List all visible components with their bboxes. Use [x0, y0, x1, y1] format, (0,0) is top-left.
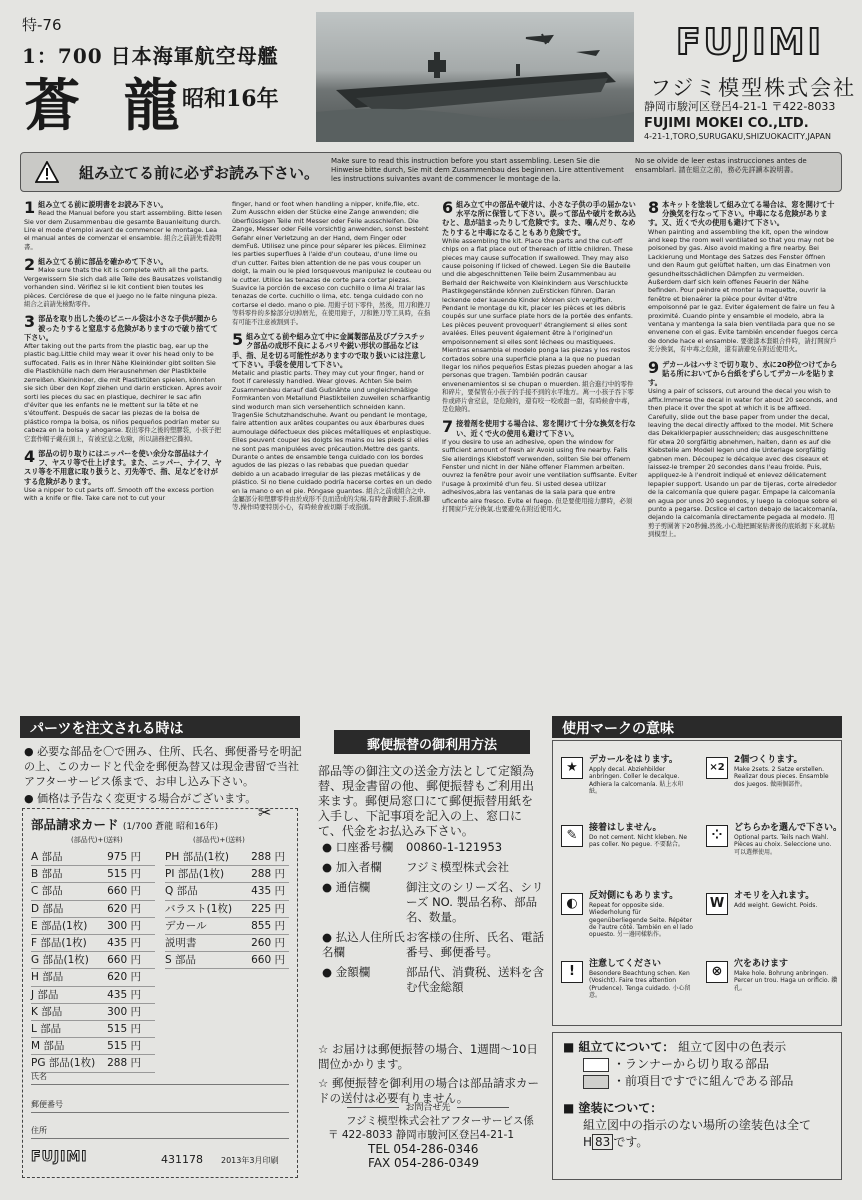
parts-row[interactable]	[31, 1021, 155, 1038]
step-heading-jp: 組み立てる前に説明書をお読み下さい。	[38, 200, 168, 209]
no-cement-icon: ✎	[561, 825, 583, 847]
weight-icon: W	[706, 893, 728, 915]
step-number: 9	[648, 357, 660, 377]
postal-row	[322, 860, 544, 875]
step-text: finger, hand or foot when handling a nipper, knife,file, etc. Zum Ausschn eiden der Stücke eine Zange anwenden; die überflüssigen Teile mit Messer oder Feile ausschleifen. Die Zange, Messer oder Feile vorsichtig anwenden, sonst besteht Gefahr einer Verletzung an der Hand, dem Finger oder demFuß. Utilisez une pince pour séparer les pièces. Eliminez les parties superflues à l'aide d'un couteau, d'une lime ou d'un cutter. Faites bien attention de ne pas vous couper un doigt, la main ou le pied lorsquevous manipulez le couteau ou le cutter. Utilice las tenazas de corte para cortar piezas. Suavice la porción de exceso con cuchillo o lima Al tralar las tenazas de corte. cuchillo o lima, etc. tenga cuidado con no cortarse el dedo. mano o pie. 用鉗子切下零件，然後，用刀和銼刀等料零件的多餘部分切掉磨光，在使用鉗子，刀和銼刀等工具時，在指有可能不注意被割到手。	[232, 200, 432, 326]
instruction-column-4	[648, 200, 838, 705]
postal-value: 部品代、消費税、送料を含む代金総額	[406, 965, 544, 994]
assembly-heading-label: ■ 組立てについて：	[563, 1040, 675, 1054]
contact-fax: FAX 054-286-0349	[368, 1156, 480, 1170]
part-price: 260 円	[251, 937, 285, 950]
address-field-label: 住所	[31, 1126, 47, 1135]
parts-row[interactable]	[165, 866, 289, 883]
parts-row[interactable]	[165, 918, 289, 935]
order-note: ● 価格は予告なく変更する場合がございます。	[24, 792, 257, 805]
ship-year: 昭和16年	[182, 86, 279, 112]
postal-value: 御注文のシリーズ名、シリーズ NO. 製品名称、部品名、数量。	[406, 880, 544, 924]
card-title-label: 部品請求カード	[31, 817, 119, 832]
kit-number: 特-76	[22, 16, 62, 34]
step-number: 8	[648, 200, 660, 217]
postal-value: 00860-1-121953	[406, 840, 503, 854]
zip-field[interactable]	[31, 1099, 289, 1113]
part-price: 435 円	[251, 885, 285, 898]
caution-icon: !	[561, 961, 583, 983]
part-name: 説明書	[165, 937, 197, 950]
parts-row[interactable]	[31, 1004, 155, 1021]
parts-row[interactable]	[31, 952, 155, 969]
parts-row[interactable]	[31, 901, 155, 918]
step-text: When painting and assembling the kit, open the window and keep the room well ventilated so that you may not be poisoned by gas. Also avoid making a fire nearby. Bei Lackierung und Montage des Satzes des Fenster öffnen und den Raum gut gelüftet halten, um das Einatmen von gesundheitsschädlichen Dämpfen zu vermeiden. Außerdem darf sich kein offenes Feuerin der Nähe befinden. Pour peindre et monter la maquette, ouvrir la fenêtre et bienaérer la pièce pour éviter d'être empoisonné par le gaz. Eviter également de faire un feu à proximité. Cuando pinte y ensamble el modelo, abra la ventana y mantenga la sala bien ventilada para que no se envenene con el gas. Evite también encender fuegos cerca de donde hace el ensamble. 要塗漆本套組合件時，請打開窗戶充分換氣，有中毒之危險，還有請避免在附近使用火。	[648, 227, 838, 354]
parts-row[interactable]	[165, 901, 289, 918]
part-price: 288 円	[251, 868, 285, 881]
step-9	[648, 357, 838, 539]
postal-header: 郵便振替の御利用方法	[334, 730, 530, 754]
step-heading-jp: デカールはハサミで切り取り、水に20秒位つけてから貼る所においてから台紙をずらしてデカールを貼ります。	[648, 359, 838, 388]
optional-icon: ⁘	[706, 825, 728, 847]
part-name: PI 部品(1枚)	[165, 868, 225, 881]
parts-list-left	[31, 849, 155, 1073]
postal-transfer-section	[312, 716, 544, 1180]
step-3	[24, 314, 222, 442]
mark-repeat	[553, 883, 698, 951]
step-text: While assembling the kit. Place the parts and the cut-off chips on a flat place out of thereach of little children. These pieces may cause suffocation if swallowed. They may also cause poisoning if licked of chewed. Legen Sie die Bauteile und die abgeschnittenen Teile beim Zusammenbau au Berhald der Reichweite von Kleinkindern aus Verschluckte Plastikgegenstände können zuErsticken führen. Daran leckende oder kauende Kinder können sich vergiften. Pendant le montage du kit, placer les pièces et les débris coupés sur une surface plate hors de la portée des enfants. Les pièces peuvent provoquerl' étranglement si elles sont avalées. Elles peuvent également être à l'origined'un empoisonnement si elles sont léchees ou mastiquees. Mientras ensambla el modelo ponga las piezas y los restos cortados sobre una superficie plana a la que no puedan llegar los niños pequeños Estas piezas pueden ahogar a las personas que tragen. También podrán causar envenenamientos si se chupan o muerden. 組合進行中的零件和碎片，要保管在小孩子的手接不到的水平地方。萬一小孩子吞下零件或碎片會窒息，是危險的，還有咬一咬或甜一甜，有時候會中毒，是危險的。	[442, 236, 634, 413]
order-section-header	[20, 716, 300, 738]
marks-section-header	[552, 716, 842, 738]
card-title	[31, 815, 289, 833]
mark-description: Repeat for opposite side. Wiederholung für gegenüberliegende Seite. Répéter de l'autre côté. También en el lado opuesto. 另一邊同樣粘作。	[589, 902, 693, 939]
step-number: 7	[442, 417, 454, 437]
mark-no-cement	[553, 815, 698, 883]
decal-icon: ★	[561, 757, 583, 779]
part-price: 620 円	[107, 902, 141, 915]
contact-header-label: お問合せ先	[405, 1103, 451, 1113]
parts-list-right	[165, 849, 289, 969]
assembly-heading	[563, 1039, 831, 1056]
assembly-paint-notes	[552, 1032, 842, 1180]
postal-key: ● 加入者欄	[322, 860, 382, 874]
part-price: 515 円	[107, 1023, 141, 1036]
header	[0, 0, 862, 148]
part-name: S 部品	[165, 954, 197, 967]
white-swatch-icon	[583, 1058, 609, 1072]
postal-row	[322, 965, 544, 995]
part-name: B 部品	[31, 868, 63, 881]
step-4-continued	[232, 200, 432, 326]
contact-address: 〒 422-8033 静岡市駿河区登呂4-21-1	[328, 1129, 515, 1141]
postal-key: ● 通信欄	[322, 880, 371, 894]
part-name: C 部品	[31, 885, 63, 898]
postal-value: フジミ模型株式会社	[406, 860, 510, 874]
parts-row[interactable]	[31, 935, 155, 952]
mark-make-two	[698, 747, 843, 815]
step-text: After taking out the parts from the plastic bag, ear up the plastic bag.Little child may wear it over his head only to be suffocated. Falls es in Ihrer Nähe Kleinkinder gibt sollten Sie die Plastikhülle nach dem Herausnehmen der Plastikteile zerreißen. Kleinkinder, die mit Plastiktüten spielen, könnten sie sich über den Kopf ziehen und darin ersticken. Apres avoir sorti les pieces du sac en plastique, dechirer le sac afin d'éviter que les enfants ne le mettent sur la tête et ne s'étouffent. Después de sacar las piezas de la bolsa de plástico rompa la bolsa, os niños pequeños podrían meter su cabeza en la bolsa y ahogarse. 取出零件之後的塑膠袋，小孩子把它套作帽子戴在頭上，有被窒息之危險，所以請務把它撕掉。	[24, 342, 222, 443]
step-7	[442, 419, 638, 513]
part-price: 288 円	[251, 851, 285, 863]
parts-row[interactable]	[165, 883, 289, 900]
step-6	[442, 200, 638, 413]
postal-row	[322, 930, 544, 960]
part-price: 435 円	[107, 937, 141, 950]
mark-label-jp: 反対側にもあります。	[589, 891, 679, 901]
parts-row[interactable]	[31, 1038, 155, 1055]
mark-label-jp: どちらかを選んで下さい。	[734, 823, 843, 833]
step-2	[24, 257, 222, 308]
col-head-left: (部品代)+(送料)	[71, 836, 123, 844]
postal-key: ● 口座番号欄	[322, 840, 394, 854]
address-field[interactable]	[31, 1125, 289, 1139]
read-before-assembly-banner	[20, 152, 842, 192]
postal-key: ● 金額欄	[322, 965, 371, 979]
mark-make-hole	[698, 951, 843, 1019]
part-name: バラスト(1枚)	[165, 902, 233, 915]
instruction-column-2	[232, 200, 432, 705]
postal-value: お客様の住所、氏名、電話番号、郵便番号。	[406, 930, 544, 959]
part-price: 515 円	[107, 868, 141, 881]
repeat-icon: ◐	[561, 893, 583, 915]
col-head-right: (部品代)+(送料)	[193, 836, 245, 844]
company-name-en: FUJIMI MOKEI CO.,LTD.	[644, 116, 809, 131]
step-heading-jp: 本キットを塗装して組み立てる場合は、窓を開けて十分換気を行なって下さい。中毒になる危険があります。又、近くで火の使用も避けて下さい。	[648, 200, 835, 228]
mark-caution	[553, 951, 698, 1019]
postal-note: ☆ お届けは郵便振替の場合、1週間〜10日間位かかります。	[318, 1042, 538, 1071]
parts-row[interactable]	[31, 969, 155, 986]
part-price: 975 円	[107, 851, 141, 863]
contact-tel: TEL 054-286-0346	[368, 1142, 479, 1156]
part-price: 515 円	[107, 1040, 141, 1053]
carrier-illustration	[316, 12, 634, 142]
scale-title: 1：700 日本海軍航空母艦	[22, 44, 279, 68]
parts-row[interactable]	[31, 866, 155, 883]
part-name: E 部品(1枚)	[31, 919, 88, 932]
card-column-headers	[31, 835, 289, 845]
instruction-column-3	[442, 200, 638, 705]
warning-text-en: Make sure to read this instruction before you start assembling. Lesen Sie die Hinweise bitte durch, Sie mit dem Zusammenbau des beginnen. Lire attentivement les instructions suivantes avant de commencer le montage de la.	[331, 157, 624, 183]
step-1	[24, 200, 222, 251]
grey-swatch-icon	[583, 1075, 609, 1089]
parts-request-card	[22, 808, 298, 1178]
postal-description: 部品等の御注文の送金方法として定額為替、現金書留の他、郵便振替もご利用出来ます。郵便局窓口にて郵便振替用紙を入手し、下記事項を記入の上、窓口にて、代金をお払込み下さい。	[318, 764, 535, 838]
parts-row[interactable]	[31, 849, 155, 866]
mark-label-jp: 注意してください	[589, 959, 662, 969]
mark-label-jp: 穴をあけます	[734, 959, 789, 969]
step-5	[232, 332, 432, 512]
mark-weight	[698, 883, 843, 951]
paint-note	[563, 1117, 831, 1151]
part-price: 855 円	[251, 919, 285, 932]
card-subtitle: (1/700 蒼龍 昭和16年)	[122, 822, 219, 832]
mark-description: Apply decal. Abziehbilder anbringen. Coller le decalque. Adhiera la calcomanía. 貼上水印紙。	[589, 766, 684, 795]
parts-row[interactable]	[165, 849, 289, 866]
mark-description: Optional parts. Teils nach Wahl. Pièces au choix. Seleccione uno. 可以選擇使用。	[734, 834, 832, 856]
mark-optional	[698, 815, 843, 883]
mark-description: Make hole. Bohrung anbringen. Percer un trou. Haga un orificio. 鑽孔。	[734, 970, 838, 992]
step-number: 1	[24, 200, 36, 217]
marks-legend	[552, 740, 842, 1026]
instruction-column-1	[24, 200, 222, 705]
step-text: Use a nipper to cut parts off. Smooth off the excess portion with a knife or file. Take care not to cut your	[24, 485, 214, 503]
step-number: 2	[24, 255, 36, 275]
mark-label-jp: 2個つくります。	[734, 755, 803, 765]
warning-text-es: No se olvide de leer estas instrucciones antes de ensamblarl. 請在組立之前，務必先詳讀本說明書。	[635, 157, 807, 174]
box-art-photo	[316, 12, 634, 142]
parts-row[interactable]	[165, 952, 289, 969]
mark-label-jp: 接着はしません。	[589, 823, 662, 833]
fujimi-logo: FUJIMI	[676, 22, 824, 63]
paint-heading: ■ 塗装について：	[563, 1101, 663, 1115]
postal-fields	[322, 840, 544, 1000]
postal-row	[322, 880, 544, 925]
company-name-jp: フジミ模型株式会社	[650, 76, 857, 100]
name-field-label: 氏名	[31, 1072, 47, 1081]
contact-name: フジミ模型株式会社アフターサービス係	[346, 1115, 534, 1127]
part-name: Q 部品	[165, 885, 198, 898]
part-price: 660 円	[107, 954, 141, 967]
card-footer	[31, 1149, 289, 1171]
part-price: 660 円	[251, 954, 285, 967]
paint-note-text: 組立図中の指示のない場所の塗装色は全てH	[583, 1118, 812, 1149]
contact-info	[328, 1114, 538, 1170]
mark-decal	[553, 747, 698, 815]
product-code: 431178	[161, 1153, 203, 1166]
zip-field-label: 郵便番号	[31, 1100, 63, 1109]
part-price: 435 円	[107, 988, 141, 1001]
postal-key: ● 払込人住所氏名欄	[322, 930, 405, 959]
mark-description: Make 2sets. 2 Satze erstellen. Realizar dous pieces. Ensamble dos juegos. 做兩個部件。	[734, 766, 829, 788]
order-note: ● 必要な部品を〇で囲み、住所、氏名、郵便番号を明記の上、このカードと代金を郵便為替又は現金書留で当社アフターサービス係まで、お申し込み下さい。	[24, 745, 302, 788]
step-number: 6	[442, 200, 454, 217]
parts-row[interactable]	[31, 883, 155, 900]
part-name: PH 部品(1枚)	[165, 851, 229, 863]
card-fujimi-logo: FUJIMI	[31, 1149, 88, 1165]
assembly-heading-tail: 組立て図中の色表示	[678, 1040, 787, 1054]
legend-assembled-label: ・前項目ですでに組んである部品	[613, 1074, 794, 1088]
part-name: J 部品	[31, 988, 59, 1001]
part-name: G 部品(1枚)	[31, 954, 89, 967]
step-text: Metalic and plastic parts. They may cut your finger, hand or foot if carelessly handled. Wear gloves. Achten Sie beim Zusammenbau darauf daß Gußnähte und ungleichmäßige Formkanten von Metallund Plastikteilen zuweilen scharfkantig sind wodurch man sich versehentlich schneiden kann. TragenSie Schutzhandschuhe. Avant ou pendant le montage, faire attention aux arêtes coupantes ou aux ébarbures dues aumoulage défectueux des pièces métalliques et enplastique. Elles peuvent couper les doigts les mains ou les pieds si elles ne sont pas manipulées avec précaution.Mettre des gants. Durante o antes de ensamble tenga cuidado con los bordes agudos de las piezas o las rebabas que puedan quedar debido a un acabado irregular de las piezas metálicas y de plástico. Si no tiene cuidado podría hacerse cortes en un dedo en la mano o en el pie. Póngase guantes. 組合之前或組合之中,金屬部分和塑膠零件由於成形不良而造成的尖端,有時會劃破手,指頭,腳等,操作時要特別小心，有時候會被切斷手或指頭。	[232, 368, 432, 512]
legend-runner-parts	[563, 1056, 831, 1073]
step-heading-jp: 部品の切り取りにはニッパーを使い余分な部品はナイフ、ヤスリ等で仕上げます。また、ニッパー、ナイフ、ヤスリ等を不用意に取り扱うと、刃先等で、指、足などをけがする危険があります。	[24, 448, 222, 486]
parts-row[interactable]	[31, 918, 155, 935]
step-8	[648, 200, 838, 354]
step-heading-jp: 組み立てる前や組み立て中に金属製部品及びプラスチック部品の成形不良によるバリや鋭い形状の部品などは手、指、足を切る可能性がありますので取り扱いには注意して下さい。手袋を使用して下さい。	[232, 332, 427, 369]
part-price: 300 円	[107, 1005, 141, 1018]
legend-runner-label: ・ランナーから切り取る部品	[613, 1057, 770, 1071]
postal-note: ☆ 郵便振替を御利用の場合は部品請求カードの送付は必要有りません。	[318, 1076, 539, 1105]
mark-label-jp: オモリを入れます。	[734, 891, 815, 901]
part-price: 620 円	[107, 971, 141, 984]
part-price: 225 円	[251, 902, 285, 915]
part-price: 288 円	[107, 1057, 141, 1070]
warning-text-jp: 組み立てる前に必ずお読み下さい。	[79, 164, 320, 182]
part-price: 660 円	[107, 885, 141, 898]
step-number: 4	[24, 446, 36, 466]
make-two-icon: ×2	[706, 757, 728, 779]
name-field[interactable]	[31, 1071, 289, 1085]
part-name: D 部品	[31, 902, 64, 915]
paint-note-end: です。	[613, 1135, 649, 1149]
step-text: Read the Manual before you start assembling. Bitte lesen Sie vor dem Zusammenbau die gesamte Bauanleitung durch. Lire el mode d'emploi avant de commencer le montage. Lea el manual antes de comenzar el ensamble. 組合之前請先看說明書。	[24, 209, 222, 251]
part-name: M 部品	[31, 1040, 65, 1053]
step-number: 3	[24, 312, 36, 332]
part-name: F 部品(1枚)	[31, 937, 87, 950]
scissor-icon: ✂	[258, 803, 272, 822]
part-price: 300 円	[107, 919, 141, 932]
print-date: 2013年3月印刷	[221, 1156, 279, 1165]
mark-label-jp: デカールをはります。	[589, 755, 678, 765]
part-name: PG 部品(1枚)	[31, 1057, 96, 1070]
step-text: If you desire to use an adhesive, open the window for sufficient amount of fresh air Avoid using fire nearby. Falls Sie allerdings Klebstoff verwenden, sollten Sie bei offenem Fenster und nicht in der Nähe offener Flammen arbeiten. ouvrez la fenêtre pour avoir une ventilation suffisante. Eviter l'usage à proximité d'un feu. Si usted desea utilizar adhesivos,abra las ventanas de la sala para que entre uficente aire fresco. Evite el fuego. 但是要使用接力膠時，必須打開窗戶充分換氣,也要避免在附近使用火。	[442, 437, 638, 513]
mark-description: Do not cement. Nicht kleben. Ne pas coller. No pegue. 不要黏合。	[589, 834, 688, 849]
part-name: H 部品	[31, 971, 64, 984]
part-name: L 部品	[31, 1023, 62, 1036]
part-name: A 部品	[31, 851, 63, 863]
paint-code: 83	[592, 1134, 613, 1150]
order-header-label: パーツを注文される時は	[30, 721, 184, 737]
legend-assembled-parts	[563, 1073, 831, 1090]
part-name: デカール	[165, 919, 207, 932]
step-heading-jp: 部品を取り出した後のビニール袋は小さな子供が顔から被ったりすると窒息する危険がありますので破り捨てて下さい。	[24, 314, 218, 342]
step-number: 5	[232, 330, 244, 350]
step-text: Make sure thats the kit is complete with all the parts. Vergewissern Sie sich daß alle Teile des Bausatzes vollstandig vorhanden sind. Vérifiez si le kit contient bien toutes les pièces. Cerciórese de que el juego no le falte ninguna pieza. 組合之前請先檢點零件。	[24, 266, 222, 309]
step-4	[24, 446, 222, 503]
company-address-jp: 静岡市駿河区登呂4-21-1 〒422-8033	[644, 100, 836, 113]
part-name: K 部品	[31, 1005, 63, 1018]
step-heading-jp: 接着剤を使用する場合は、窓を開けて十分な換気を行ない、近くで火の使用も避けて下さい。	[456, 419, 636, 438]
parts-row[interactable]	[165, 935, 289, 952]
postal-row	[322, 840, 544, 855]
step-text: Using a pair of scissors, cut around the decal you wish to affix.Immerse the decal in water for about 20 seconds, and then place it over the spot at which it is be affixed. Carefully, slide out the base paper from under the decal, leaving the decal directly affixed to the model. Mit Schere das Dekalklerpapier ausschneiden; das ausgeschnittene für etwa 20 sorgfältig abnehmen, halten, dann es auf die Klebstelle am Modell legen und die Unterlage sorgfältig gabnen men. Découpez le décalque avec des ciseaux et laissez-le tremper 20 secondes dans l'eau froide. Puis, appliquez-le à l'endroit indiqué et enlevez délicatement lepapier support. Usando un par de tijeras, corte alrededor de la calcomanía que quiere pagar. Empape la calcomanía en agua por unos 20 segundos, y luego la coloque sobre el punto a pegarse. Dcslice el carton debajo de lacalcomanía, dejando la calcomanía directamente pegada al modelo. 用剪子剪圍著下20秒鐘,然後,小心地把圖案貼著後的底紙揭下來,就貼到模型上。	[648, 387, 838, 539]
contact-header	[312, 1100, 544, 1113]
order-notes	[24, 744, 306, 808]
step-heading-jp: 組み立て中の部品や破片は、小さな子供の手の届かない水平な所に保管して下さい。誤って部品や破片を飲み込むと、息が詰まったりして危険です。また、噛んだり、なめたりすると中毒になることもあり危険です。	[442, 200, 636, 237]
parts-row[interactable]	[31, 987, 155, 1004]
make-hole-icon: ⊗	[706, 961, 728, 983]
ship-name: 蒼 龍	[24, 73, 192, 139]
warning-triangle-icon	[35, 161, 59, 183]
mark-description: Add weight. Gewicht. Poids.	[734, 902, 818, 909]
company-address-en: 4-21-1,TORO,SURUGAKU,SHIZUOKACITY,JAPAN	[644, 132, 831, 141]
step-heading-jp: 組み立てる前に部品を確かめて下さい。	[38, 257, 168, 267]
marks-header-label: 使用マークの意味	[562, 721, 674, 737]
mark-description: Besondere Beachtung schen. Ken (Vosicht). Faire tres attention (Prudence). Tenga cuidado. 小心留意。	[589, 970, 691, 999]
